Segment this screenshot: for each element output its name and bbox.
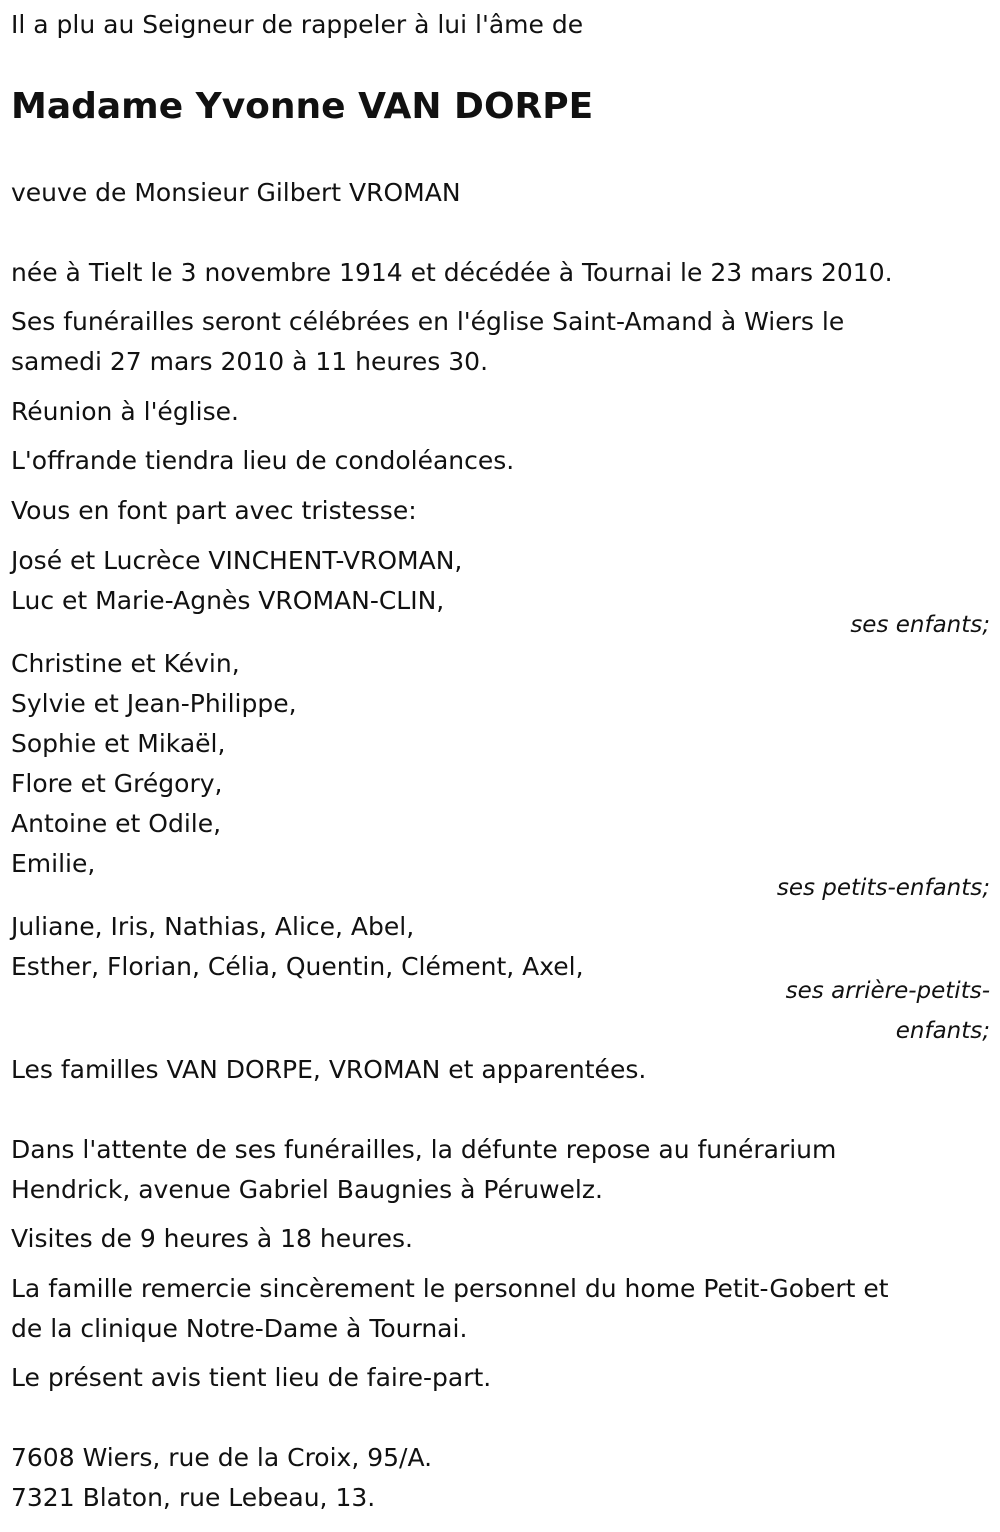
child-name: Luc et Marie-Agnès VROMAN-CLIN, [11, 586, 445, 615]
offering-text: L'offrande tiendra lieu de condoléances. [11, 446, 515, 475]
announcement-text: Vous en font part avec tristesse: [11, 496, 417, 525]
thanks-text-line-1: La famille remercie sincèrement le personnel du home Petit-Gobert et [11, 1274, 889, 1303]
notice-text: Le présent avis tient lieu de faire-part. [11, 1363, 492, 1392]
grandchild-name: Antoine et Odile, [11, 809, 222, 838]
intro-text: Il a plu au Seigneur de rappeler à lui l'âme de [11, 10, 584, 39]
grandchild-name: Emilie, [11, 849, 96, 878]
great-grandchildren-names: Esther, Florian, Célia, Quentin, Clément, Axel, [11, 952, 584, 981]
great-grandchildren-role-label-line-2: enfants; [895, 1018, 990, 1044]
funeral-text-line-2: samedi 27 mars 2010 à 11 heures 30. [11, 347, 489, 376]
birth-death-text: née à Tielt le 3 novembre 1914 et décédée à Tournai le 23 mars 2010. [11, 258, 893, 287]
spouse-text: veuve de Monsieur Gilbert VROMAN [11, 178, 461, 207]
great-grandchildren-names: Juliane, Iris, Nathias, Alice, Abel, [11, 912, 415, 941]
grandchild-name: Sophie et Mikaël, [11, 729, 226, 758]
viewing-text-line-1: Dans l'attente de ses funérailles, la défunte repose au funérarium [11, 1135, 837, 1164]
deceased-name: Madame Yvonne VAN DORPE [11, 86, 594, 127]
families-text: Les familles VAN DORPE, VROMAN et apparentées. [11, 1055, 647, 1084]
address-line: 7321 Blaton, rue Lebeau, 13. [11, 1483, 376, 1512]
thanks-text-line-2: de la clinique Notre-Dame à Tournai. [11, 1314, 468, 1343]
grandchild-name: Flore et Grégory, [11, 769, 223, 798]
viewing-text-line-2: Hendrick, avenue Gabriel Baugnies à Péruwelz. [11, 1175, 603, 1204]
grandchild-name: Sylvie et Jean-Philippe, [11, 689, 297, 718]
grandchildren-role-label: ses petits-enfants; [776, 875, 990, 901]
great-grandchildren-role-label-line-1: ses arrière-petits- [785, 978, 990, 1004]
meeting-text: Réunion à l'église. [11, 397, 239, 426]
child-name: José et Lucrèce VINCHENT-VROMAN, [11, 546, 463, 575]
address-line: 7608 Wiers, rue de la Croix, 95/A. [11, 1443, 433, 1472]
visiting-hours-text: Visites de 9 heures à 18 heures. [11, 1224, 414, 1253]
children-role-label: ses enfants; [850, 612, 990, 638]
grandchild-name: Christine et Kévin, [11, 649, 240, 678]
funeral-text-line-1: Ses funérailles seront célébrées en l'église Saint-Amand à Wiers le [11, 307, 845, 336]
